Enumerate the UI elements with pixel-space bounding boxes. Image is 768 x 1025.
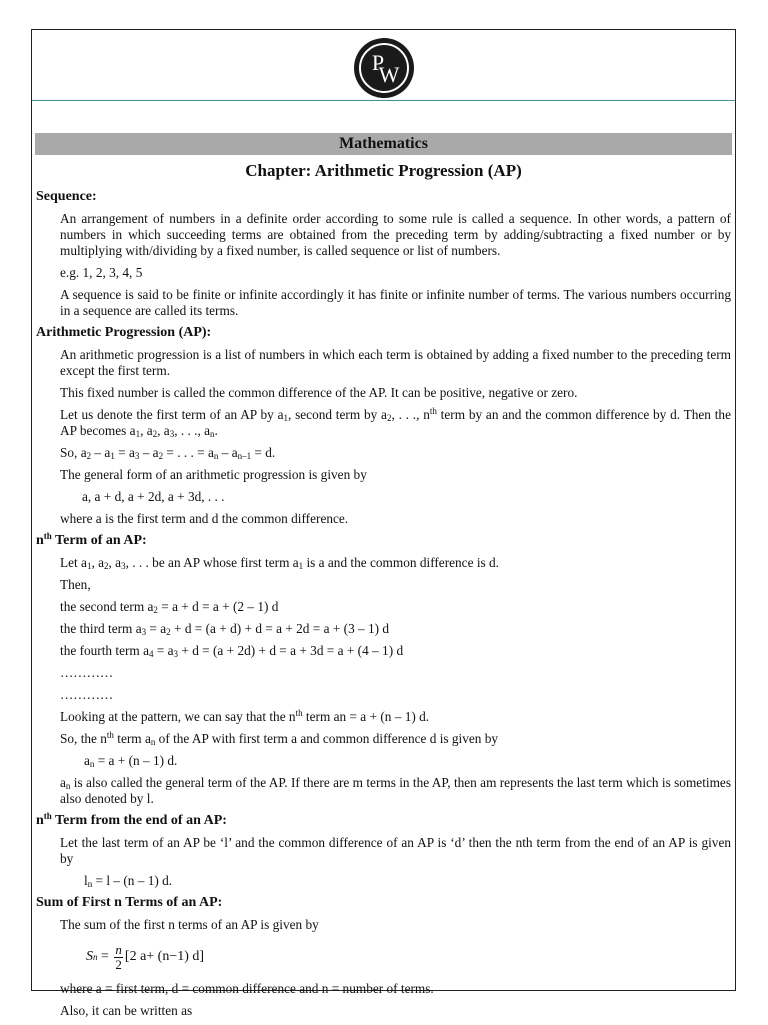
- nth-second-term: the second term $a_2 = a + d = a + (2 - 1)$ d: [60, 599, 279, 615]
- header-divider: [32, 100, 735, 101]
- nth-general-term-note: $a_n$ is also called the general term of the AP. If there are m terms in the AP, then am represents the last term which is sometimes also denoted by l.: [60, 775, 731, 806]
- nth-formula: $a_n = a + (n - 1)$ d.: [84, 753, 178, 769]
- nth-ellipsis-2: …………: [60, 687, 114, 702]
- sequence-definition: An arrangement of numbers in a definite order according to some rule is called a sequence. In other words, a pattern of numbers in which succeeding terms are obtained from the preceding term by adding/subtracting a fixed number or by multiplying with/dividing by a fixed number, is called sequence or list of numbers.: [60, 211, 731, 258]
- sum-formula: S n = $\frac{n}{2}$ [2 a+ (n−1) d]: [86, 941, 205, 972]
- header: [32, 30, 735, 100]
- subject-title: Mathematics: [35, 133, 732, 155]
- nth-pattern: Looking at the pattern, we can say that the $n^{th}$ term an = a + (n – 1) d.: [60, 708, 430, 724]
- sequence-example: e.g. 1, 2, 3, 4, 5: [60, 265, 143, 280]
- section-heading-nth-from-end: $n^{th}$ Term from the end of an AP:: [36, 811, 227, 828]
- nth-fourth-term: the fourth term $a_4 = a_3 + d = (a + 2d) + d = a + 3d = a + (4 - 1)$ d: [60, 643, 404, 659]
- nth-ellipsis-1: …………: [60, 665, 114, 680]
- ap-general-form: a, a + d, a + 2d, a + 3d, . . .: [82, 489, 225, 504]
- sum-formula-fraction: $\frac{n}{2}$: [115, 941, 122, 972]
- page-frame: [31, 29, 736, 1018]
- nth-from-end-formula: $l_n = l - (n - 1)$ d.: [84, 873, 173, 889]
- ap-general-form-note: where a is the first term and d the common difference.: [60, 511, 349, 526]
- section-heading-sum: Sum of First n Terms of an AP:: [36, 895, 223, 910]
- ap-common-difference: This fixed number is called the common difference of the AP. It can be positive, negative or zero.: [60, 385, 578, 400]
- section-heading-ap: Arithmetic Progression (AP):: [36, 325, 212, 340]
- nth-intro: Let $a_1$, $a_2$, $a_3$, . . . be an AP whose first term $a_1$ is a and the common difference is d.: [60, 555, 499, 571]
- ap-definition: An arithmetic progression is a list of numbers in which each term is obtained by adding a fixed number to the preceding term except the first term.: [60, 347, 731, 378]
- nth-from-end-intro: Let the last term of an AP be ‘l’ and the common difference of an AP is ‘d’ then the nth term from the end of an AP is given by: [60, 835, 731, 866]
- sequence-finite-infinite: A sequence is said to be finite or infinite accordingly it has finite or infinite number of terms. The various numbers occurring in a sequence are called its terms.: [60, 287, 731, 318]
- nth-given-by: So, the $n^{th}$ term $a_n$ of the AP with first term a and common difference d is given by: [60, 730, 499, 747]
- ap-difference-equation: So, $a_2 - a_1 = a_3 - a_2$ = . . . = $a_n - a_{n-1} = d$.: [60, 445, 276, 461]
- nth-third-term: the third term $a_3 = a_2 + d = (a + d) + d = a + 2d = a + (3 - 1)$ d: [60, 621, 390, 637]
- sum-alternate-intro: Also, it can be written as: [60, 1003, 193, 1018]
- pw-logo: [353, 37, 415, 99]
- chapter-title: Chapter: Arithmetic Progression (AP): [245, 161, 522, 180]
- ap-general-form-intro: The general form of an arithmetic progression is given by: [60, 467, 367, 482]
- ap-notation: Let us denote the first term of an AP by $a_1$, second term by $a_2$, . . ., $n^{th}$ term by an and the common difference by d. Then the AP becomes $a_1$, $a_2$, $a_3$, . . ., $a_n$.: [60, 406, 731, 439]
- svg-text:P: P: [371, 50, 385, 75]
- section-heading-nth-term: $n^{th}$ Term of an AP:: [36, 531, 147, 548]
- sum-intro: The sum of the first n terms of an AP is given by: [60, 917, 319, 932]
- section-heading-sequence: Sequence:: [36, 189, 97, 204]
- document-body: [34, 133, 733, 1025]
- sum-variables: where a = first term, d = common difference and n = number of terms.: [60, 981, 434, 996]
- nth-then: Then,: [60, 577, 91, 592]
- svg-text:W: W: [378, 62, 400, 87]
